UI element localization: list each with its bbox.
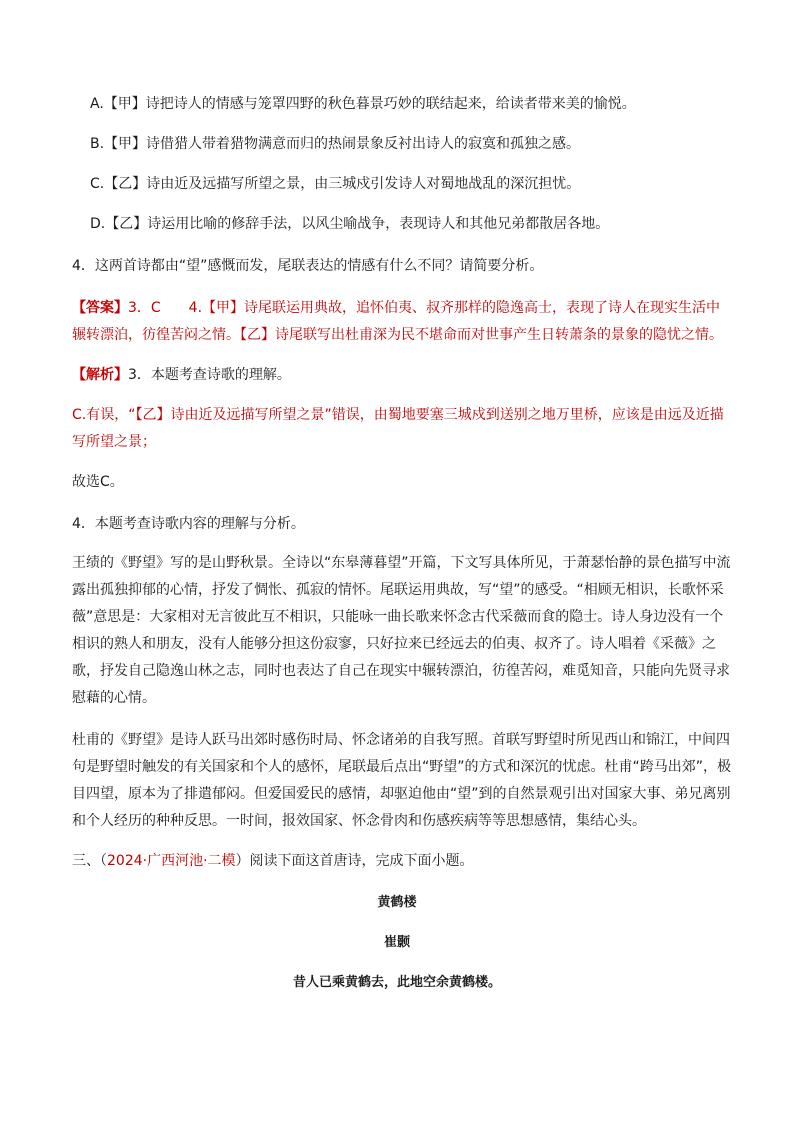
poem-author: 崔颢 bbox=[383, 935, 410, 950]
answer-label: 【答案】 bbox=[72, 300, 128, 316]
poem-title: 黄鹤楼 bbox=[377, 895, 417, 910]
analysis-label: 【解析】 bbox=[72, 367, 128, 383]
option-d: D.【乙】诗运用比喻的修辞手法，以风尘喻战争，表现诗人和其他兄弟都散居各地。 bbox=[90, 216, 610, 232]
question-4: 4．这两首诗都由“望”感慨而发，尾联表达的情感有什么不同？请简要分析。 bbox=[72, 258, 544, 274]
analysis-q3-text: 3．本题考查诗歌的理解。 bbox=[128, 367, 291, 383]
answer-block bbox=[72, 295, 732, 349]
analysis-heading bbox=[72, 362, 732, 389]
section-3-suffix: ）阅读下面这首唐诗，完成下面小题。 bbox=[235, 853, 474, 869]
option-c: C.【乙】诗由近及远描写所望之景，由三城戍引发诗人对蜀地战乱的深沉担忧。 bbox=[90, 176, 581, 192]
analysis-paragraph-1: 王绩的《野望》写的是山野秋景。全诗以“东皋薄暮望”开篇，下文写具体所见，于萧瑟怡静的景色描写中流露出孤独抑郁的心情，抒发了惆怅、孤寂的情怀。尾联运用典故，写“望”的感受。“相顾无相识，长歌怀采薇”意思是：大家相对无言彼此互不相识，只能咏一曲长歌来怀念古代采薇而食的隐士。诗人身边没有一个相识的熟人和朋友，没有人能够分担这份寂寥，只好拉来已经远去的伯夷、叔齐了。诗人唱着《采薇》之歌，抒发自己隐逸山林之志，同时也表达了自己在现实中辗转漂泊，彷徨苦闷，难觅知音，只能向先贤寻求慰藉的心情。 bbox=[72, 555, 731, 706]
analysis-q4-head: 4．本题考查诗歌内容的理解与分析。 bbox=[72, 516, 305, 532]
analysis-paragraph-2: 杜甫的《野望》是诗人跃马出郊时感伤时局、怀念诸弟的自我写照。首联写野望时所见西山和锦江，中间四句是野望时触发的有关国家和个人的感怀，尾联最后点出“野望”的方式和深沉的忧虑。杜甫“跨马出郊”，极目四望，原本为了排遣郁闷。但爱国爱民的感情，却驱迫他由“望”到的自然景观引出对国家大事、弟兄离别和个人经历的种种反思。一时间，报效国家、怀念骨肉和伤感疾病等等思想感情，集结心头。 bbox=[72, 732, 732, 829]
section-3-heading bbox=[72, 848, 732, 875]
analysis-c-note: C.有误，“【乙】诗由近及远描写所望之景”错误，由蜀地要塞三城戍到送别之地万里桥，应该是由远及近描写所望之景； bbox=[72, 407, 724, 450]
option-a: A.【甲】诗把诗人的情感与笼罩四野的秋色暮景巧妙的联结起来，给读者带来美的愉悦。 bbox=[90, 96, 636, 112]
section-3-source: 2024·广西河池·二模 bbox=[107, 853, 236, 869]
answer-text: 3．C 4.【甲】诗尾联运用典故，追怀伯夷、叔齐那样的隐逸高士，表现了诗人在现实生活中辗转漂泊，彷徨苦闷之情。【乙】诗尾联写出杜甫深为民不堪命而对世事产生日转萧条的景象的隐忧之情。 bbox=[72, 300, 723, 343]
poem-line-1: 昔人已乘黄鹤去，此地空余黄鹤楼。 bbox=[292, 975, 501, 990]
option-b: B.【甲】诗借猎人带着猎物满意而归的热闹景象反衬出诗人的寂寞和孤独之感。 bbox=[90, 136, 581, 152]
section-3-prefix: 三、（ bbox=[72, 853, 107, 869]
analysis-choose: 故选C。 bbox=[72, 474, 124, 490]
